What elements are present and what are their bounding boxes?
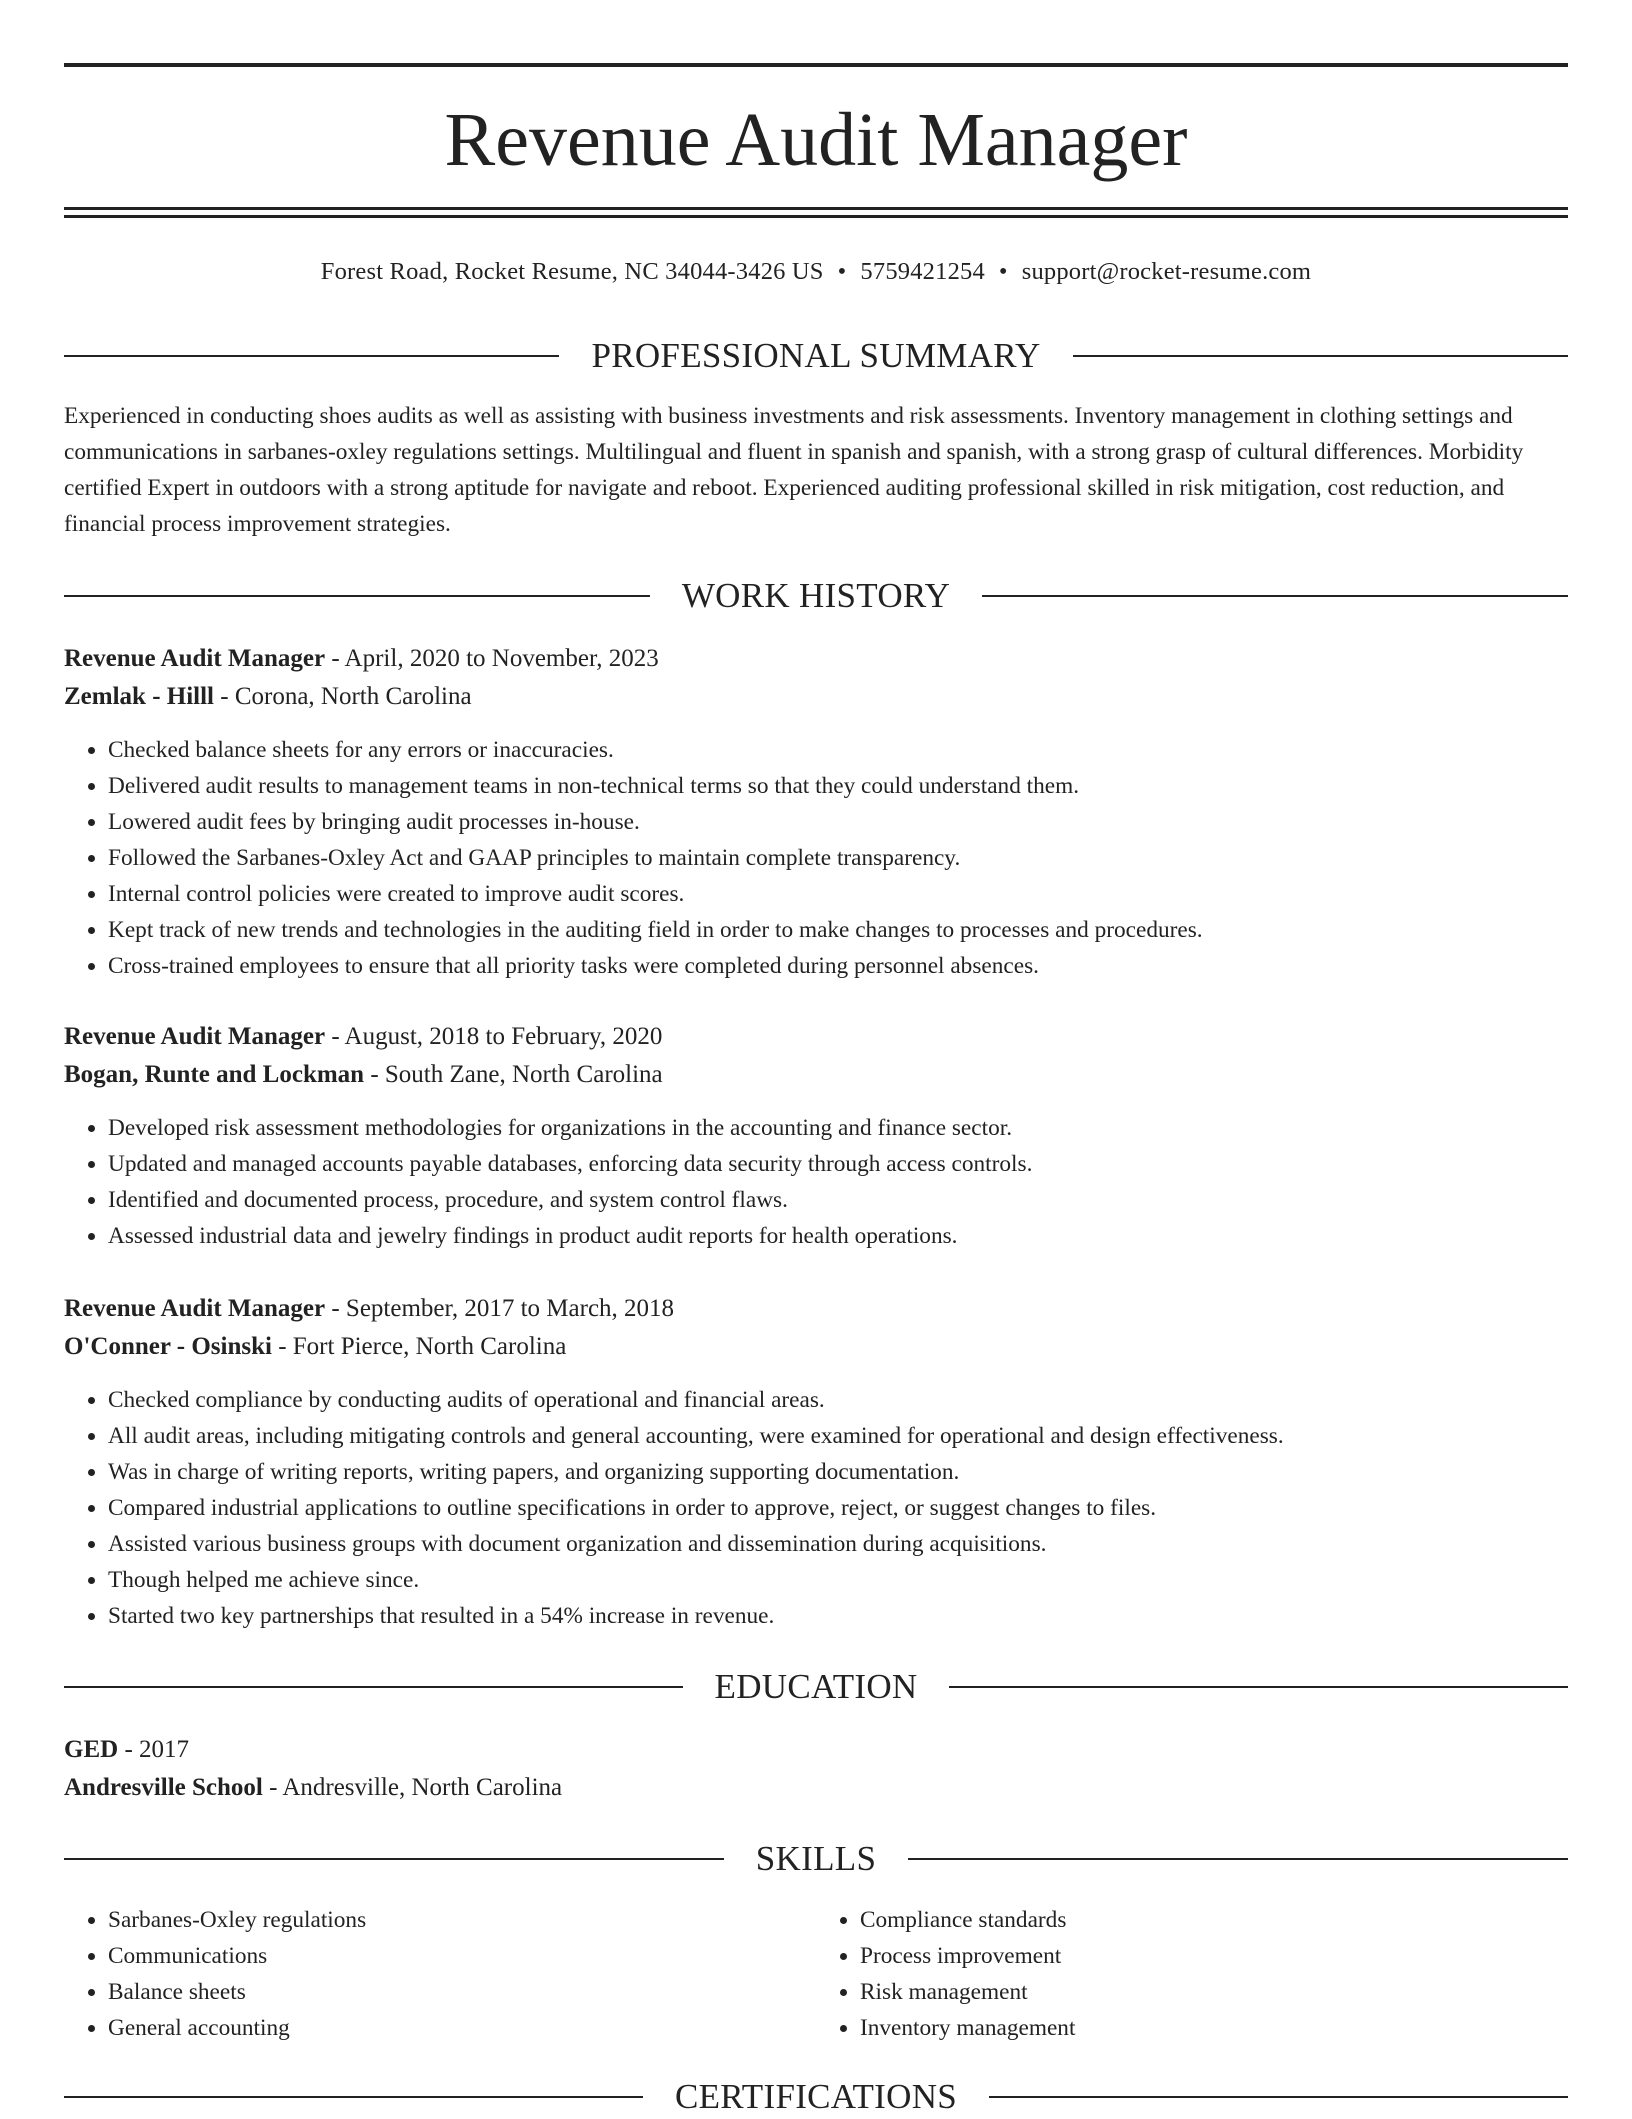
heading-rule-left <box>64 2096 643 2098</box>
job-bullets <box>64 732 1568 984</box>
job-bullets <box>64 1382 1568 1634</box>
summary-text: Experienced in conducting shoes audits as well as assisting with business investments and risk assessments. Inventory management in clothing settings and communications in sarbanes-oxley regulations settings. Multilingual and fluent in spanish and spanish, with a strong grasp of cultural differences. Morbidity certified Expert in outdoors with a strong aptitude for navigate and reboot. Experienced auditing professional skilled in risk mitigation, cost reduction, and financial process improvement strategies. <box>64 403 1524 537</box>
job-dates: - September, 2017 to March, 2018 <box>325 1295 675 1322</box>
education-year: - 2017 <box>118 1736 190 1763</box>
job-location: - Fort Pierce, North Carolina <box>271 1333 567 1360</box>
header-double-rule-bottom <box>64 215 1568 218</box>
education-entry <box>64 1731 1568 1807</box>
job-title: Revenue Audit Manager <box>64 1023 326 1050</box>
resume-name: Revenue Audit Manager <box>444 98 1188 182</box>
section-heading-skills <box>64 1837 1568 1881</box>
job-location: - South Zane, North Carolina <box>364 1061 663 1088</box>
section-title: PROFESSIONAL SUMMARY <box>591 336 1041 375</box>
job-entry <box>64 640 1568 984</box>
list-item: • Followed the Sarbanes-Oxley Act and GAAP principles to maintain complete transparency. <box>108 840 1568 876</box>
skills-list-left <box>64 1902 816 2046</box>
list-item: • Checked balance sheets for any errors or inaccuracies. <box>108 732 1568 768</box>
skill-item: • Process improvement <box>860 1938 1568 1974</box>
heading-rule-right <box>949 1686 1568 1688</box>
skill-item: • Risk management <box>860 1974 1568 2010</box>
heading-rule-right <box>982 595 1568 597</box>
heading-rule-right <box>908 1858 1568 1860</box>
list-item: • Was in charge of writing reports, writing papers, and organizing supporting documentation. <box>108 1454 1568 1490</box>
job-entry <box>64 1018 1568 1254</box>
job-location: - Corona, North Carolina <box>214 683 472 710</box>
job-company: Zemlak - Hilll <box>64 683 214 710</box>
skill-item: • Inventory management <box>860 2010 1568 2046</box>
heading-rule-left <box>64 1686 683 1688</box>
list-item: • Kept track of new trends and technologies in the auditing field in order to make changes to processes and procedures. <box>108 912 1568 948</box>
heading-rule-right <box>1073 355 1568 357</box>
list-item: • Started two key partnerships that resulted in a 54% increase in revenue. <box>108 1598 1568 1634</box>
list-item: • Cross-trained employees to ensure that all priority tasks were completed during personnel absences. <box>108 948 1568 984</box>
contact-line <box>0 254 1632 290</box>
job-dates: - April, 2020 to November, 2023 <box>325 645 659 672</box>
contact-phone: 5759421254 <box>860 258 985 285</box>
list-item: • Developed risk assessment methodologies for organizations in the accounting and finance sector. <box>108 1110 1568 1146</box>
job-company: Bogan, Runte and Lockman <box>64 1061 365 1088</box>
section-heading-summary <box>64 334 1568 378</box>
list-item: • Compared industrial applications to outline specifications in order to approve, reject, or suggest changes to files. <box>108 1490 1568 1526</box>
job-bullets <box>64 1110 1568 1254</box>
skill-item: • General accounting <box>108 2010 816 2046</box>
header-top-rule <box>64 63 1568 67</box>
skill-item: • Balance sheets <box>108 1974 816 2010</box>
section-title: EDUCATION <box>714 1667 918 1706</box>
list-item: • Identified and documented process, procedure, and system control flaws. <box>108 1182 1568 1218</box>
heading-rule-left <box>64 595 650 597</box>
education-school: Andresville School <box>64 1774 263 1801</box>
list-item: • Lowered audit fees by bringing audit processes in-house. <box>108 804 1568 840</box>
contact-separator: • <box>837 258 847 285</box>
list-item: • Assessed industrial data and jewelry findings in product audit reports for health operations. <box>108 1218 1568 1254</box>
section-title: CERTIFICATIONS <box>674 2077 958 2116</box>
skill-item: • Compliance standards <box>860 1902 1568 1938</box>
list-item: • Updated and managed accounts payable databases, enforcing data security through access controls. <box>108 1146 1568 1182</box>
section-heading-certifications <box>64 2075 1568 2119</box>
contact-separator: • <box>998 258 1008 285</box>
header-double-rule-top <box>64 207 1568 210</box>
heading-rule-left <box>64 355 559 357</box>
list-item: • Delivered audit results to management teams in non-technical terms so that they could understand them. <box>108 768 1568 804</box>
skills-columns <box>64 1902 1568 2046</box>
job-title: Revenue Audit Manager <box>64 1295 326 1322</box>
list-item: • Assisted various business groups with document organization and dissemination during acquisitions. <box>108 1526 1568 1562</box>
skills-list-right <box>816 1902 1568 2046</box>
section-heading-work <box>64 574 1568 618</box>
section-title: SKILLS <box>755 1839 877 1878</box>
list-item: • All audit areas, including mitigating controls and general accounting, were examined for operational and design effectiveness. <box>108 1418 1568 1454</box>
job-dates: - August, 2018 to February, 2020 <box>325 1023 663 1050</box>
education-location: - Andresville, North Carolina <box>262 1774 563 1801</box>
contact-address: Forest Road, Rocket Resume, NC 34044-3426 US <box>320 258 824 285</box>
job-entry <box>64 1290 1568 1634</box>
heading-rule-right <box>989 2096 1568 2098</box>
section-title: WORK HISTORY <box>681 576 951 615</box>
job-company: O'Conner - Osinski <box>64 1333 272 1360</box>
skill-item: • Communications <box>108 1938 816 1974</box>
education-degree: GED <box>64 1736 119 1763</box>
skill-item: • Sarbanes-Oxley regulations <box>108 1902 816 1938</box>
list-item: • Internal control policies were created to improve audit scores. <box>108 876 1568 912</box>
job-title: Revenue Audit Manager <box>64 645 326 672</box>
contact-email: support@rocket-resume.com <box>1021 258 1312 285</box>
heading-rule-left <box>64 1858 724 1860</box>
list-item: • Though helped me achieve since. <box>108 1562 1568 1598</box>
list-item: • Checked compliance by conducting audits of operational and financial areas. <box>108 1382 1568 1418</box>
section-heading-education <box>64 1665 1568 1709</box>
